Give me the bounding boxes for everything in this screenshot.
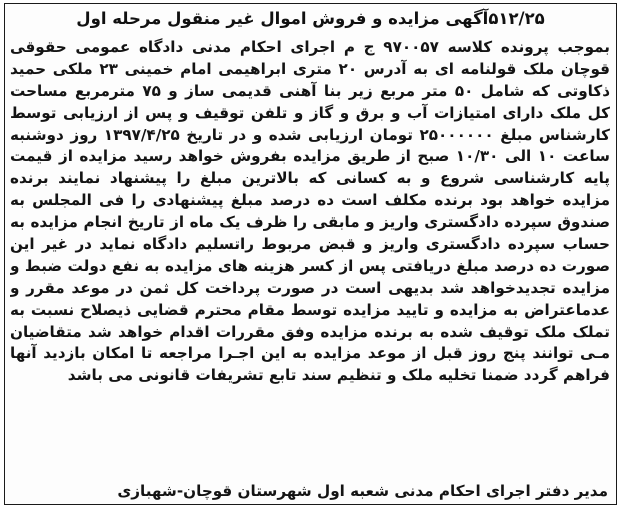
notice-line: بموجب پرونده کلاسه ۹۷۰۰۵۷ ج م اجرای احکام مدنی دادگاه عمومی حقوقی (10, 38, 610, 56)
notice-body (10, 37, 610, 387)
notice-line: مزایده خواهد بود برنده مکلف است ده درصد مبلغ پیشنهادی را فی المجلس به (10, 191, 610, 210)
notice-line: حساب سپرده دادگستری واریز و قبض مربوط راتسلیم دادگاه نماید در غیر این (10, 235, 610, 254)
notice-line: صندوق سپرده دادگستری واریز و مابقی را ظرف یک ماه از تاریخ انجام مزایده به (10, 213, 610, 232)
notice-signature: مدیر دفتر اجرای احکام مدنی شعبه اول شهرستان قوچان-شهبازی (117, 482, 608, 500)
notice-line: مـی توانند پنج روز قبل از موعد مزایده به این اجـرا مراجعه تا امکان بازدید آنها (10, 344, 610, 363)
notice-line: ذکاوتی که شامل ۵۰ متر مربع زیر بنا آهنی قدیمی ساز و ۷۵ مترمربع مساحت (10, 81, 610, 100)
notice-line: کارشناس مبلغ ۲۵۰۰۰۰۰۰ تومان ارزیابی شده و در تاریخ ۱۳۹۷/۴/۲۵ روز دوشنبه (10, 125, 610, 144)
notice-title: ۵۱۲/۲۵آگهی مزایده و فروش اموال غیر منقول مرحله اول (76, 9, 545, 28)
notice-box (4, 3, 617, 505)
notice-line: صورت ده درصد مبلغ دریافتی پس از کسر هزینه های مزایده به نفع دولت ضبط و (10, 256, 610, 275)
notice-line: ساعت ۱۰ الی ۱۰/۳۰ صبح از طریق مزایده بفروش خواهد رسید مزایده از قیمت (10, 147, 610, 166)
notice-line: پایه کارشناسی شروع و به کسانی که بالاترین مبلغ را پیشنهاد نمایند برنده (10, 169, 610, 188)
notice-line: کل ملک دارای امتیازات آب و برق و گاز و تلفن توقیف و پس از ارزیابی توسط (10, 103, 610, 122)
notice-line: عدماعتراض به مزایده و تایید مزایده توسط مقام محترم قضایی ذیصلاح نسبت به (10, 300, 610, 319)
notice-line: قوچان ملک قولنامه ای به آدرس ۲۰ متری ابراهیمی امام خمینی ۲۳ ملکی حمید (10, 59, 610, 78)
notice-line: مزایده تجدیدخواهد شد بدیهی است در صورت پرداخت کل ثمن در موعد مقرر و (10, 278, 610, 297)
notice-line: تملک ملک توقیف شده به برنده مزایده وفق مقررات اقدام خواهد شد متقاضیان (10, 322, 610, 341)
notice-line: فراهم گردد ضمنا تخلیه ملک و تنظیم سند تابع تشریفات قانونی می باشد (67, 366, 610, 385)
